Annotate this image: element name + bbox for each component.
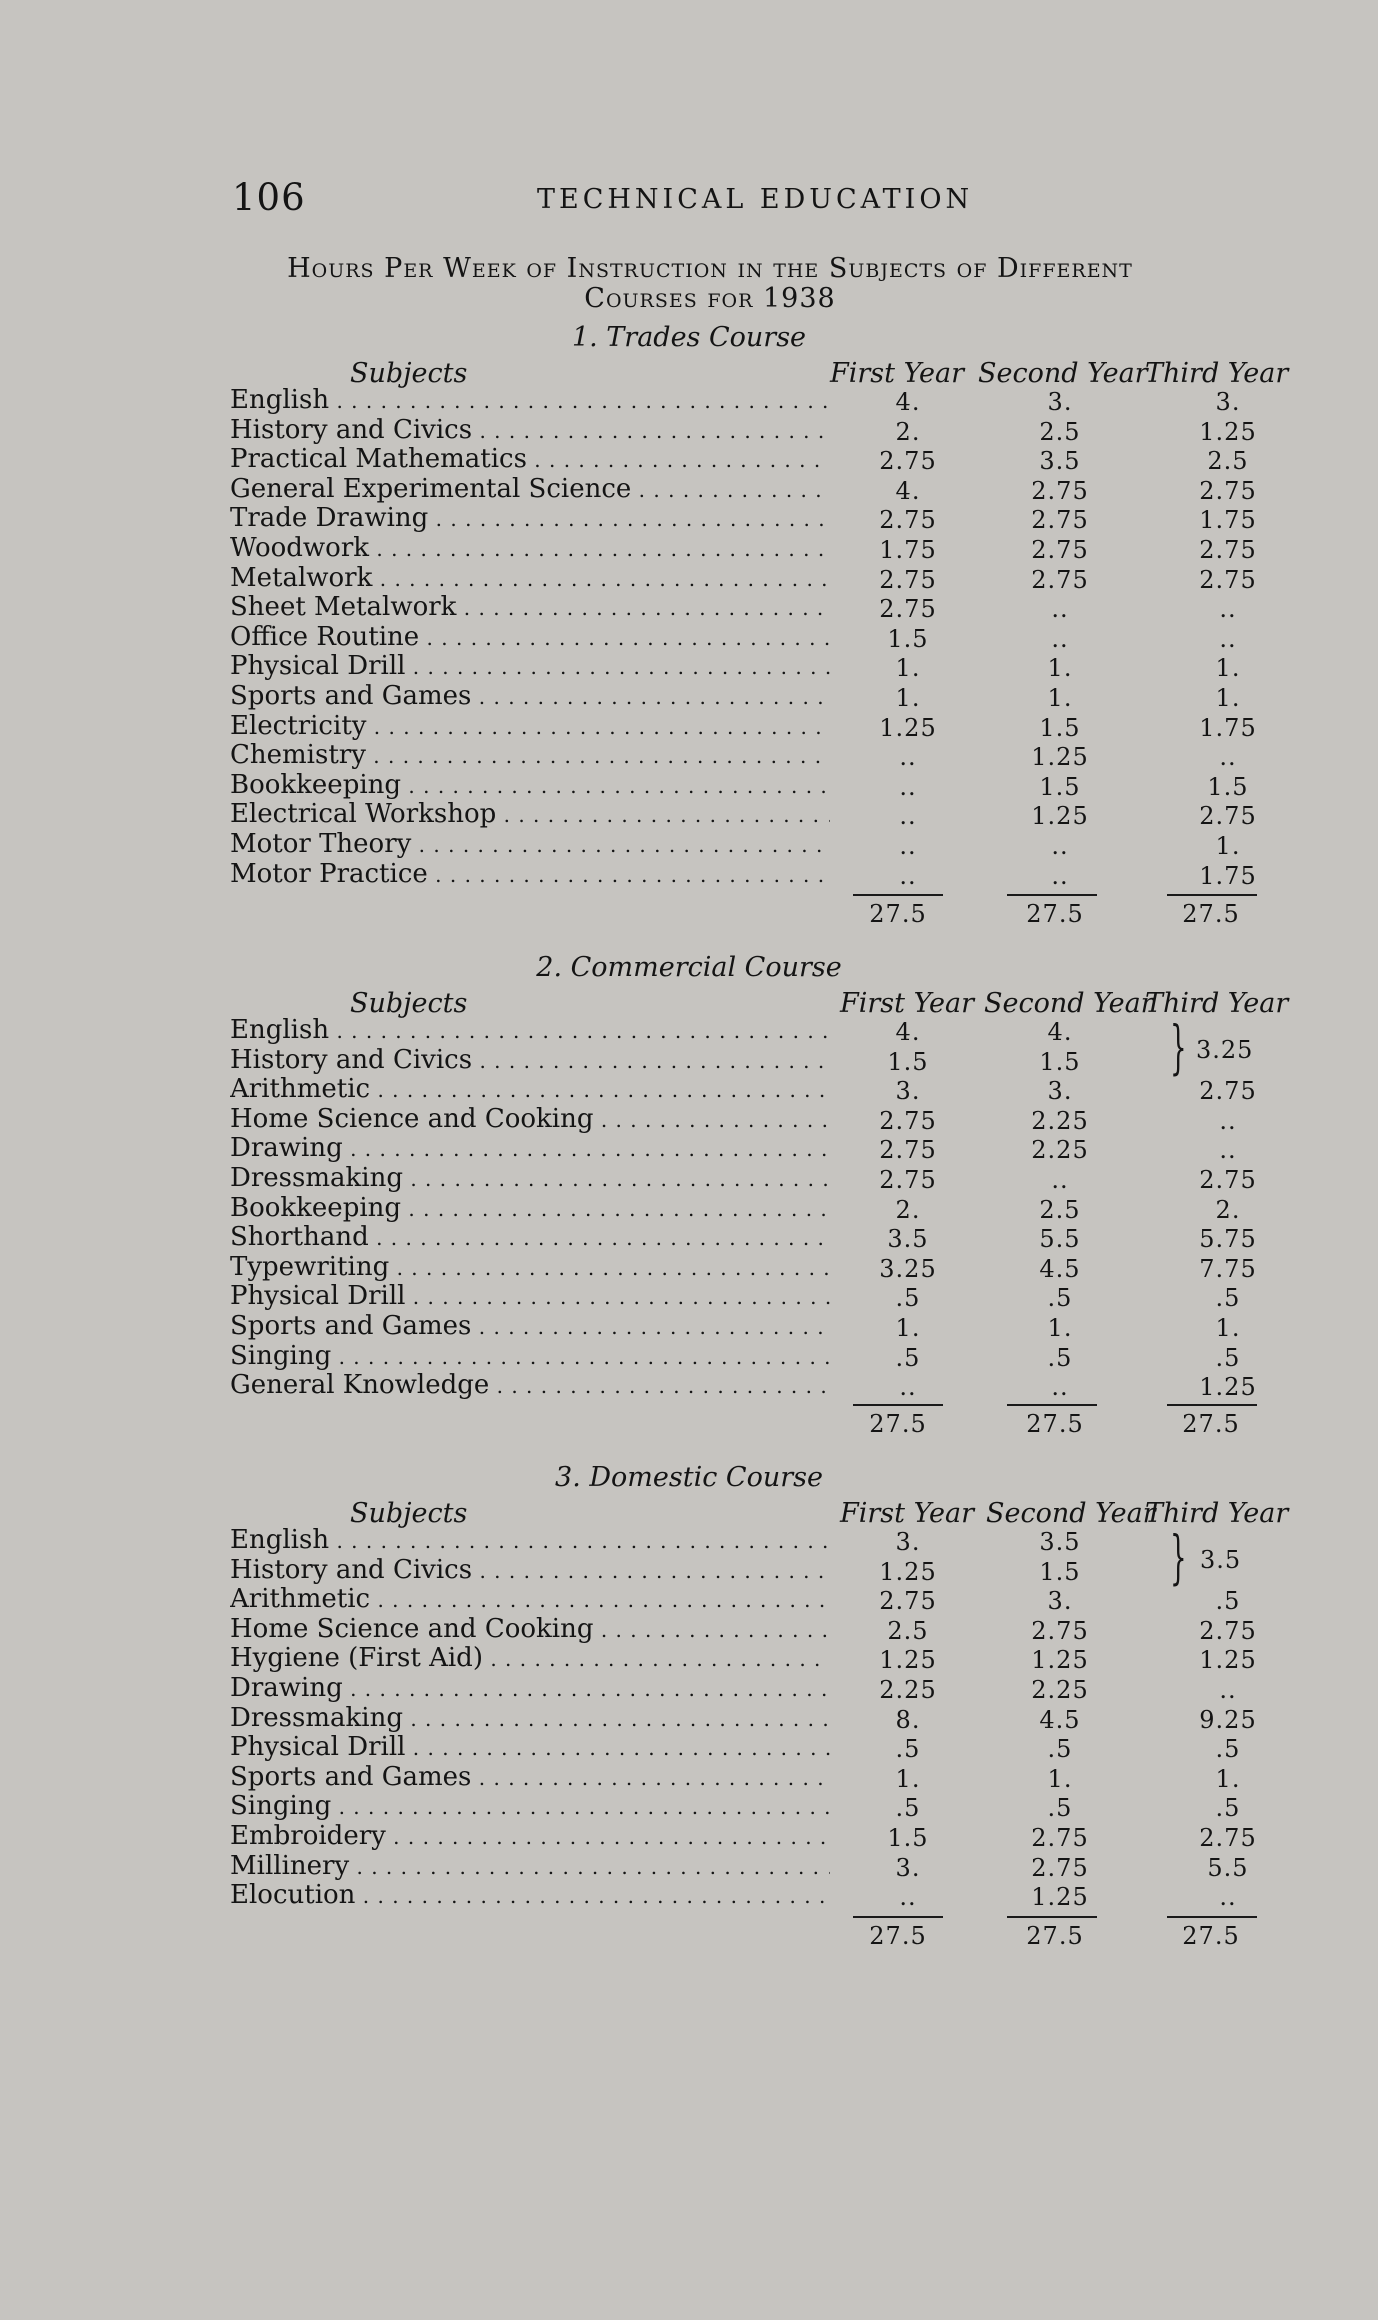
second-year-hours: 1.5 xyxy=(1039,713,1081,742)
first-year-hours: 2. xyxy=(895,1195,921,1224)
third-year-hours: 1.25 xyxy=(1199,417,1257,446)
subject-name: Sheet Metalwork . . . xyxy=(230,593,830,623)
table-row xyxy=(0,386,1378,416)
first-year-hours: 3. xyxy=(895,1853,921,1882)
second-year-hours: 2.75 xyxy=(1031,535,1089,564)
subject-name: Office Routine . . . xyxy=(230,623,830,653)
running-head xyxy=(0,176,1378,220)
subject-name: Physical Drill . . . xyxy=(230,1282,830,1312)
third-year-hours: 1.25 xyxy=(1199,1373,1257,1402)
first-year-hours: 2.75 xyxy=(879,447,937,476)
subject-name: Home Science and Cooking . . . xyxy=(230,1105,830,1135)
section-title: 2. Commercial Course xyxy=(536,952,842,983)
table-title-line-1: Hours Per Week of Instruction in the Subjects of Different xyxy=(287,253,1133,284)
total-first-year: 27.5 xyxy=(869,1410,927,1438)
table-row xyxy=(0,623,1378,653)
subject-name: Chemistry . . . xyxy=(230,741,830,771)
third-year-hours: 1.75 xyxy=(1199,713,1257,742)
table-row xyxy=(0,1704,1378,1734)
first-year-hours: 3. xyxy=(895,1528,921,1556)
subject-name: History and Civics . . . xyxy=(230,1556,830,1586)
third-year-hours: 2.75 xyxy=(1199,1616,1257,1645)
third-year-hours: .. xyxy=(1219,1106,1237,1135)
second-year-hours: 1.5 xyxy=(1039,1047,1081,1076)
second-year-hours: .. xyxy=(1051,861,1069,890)
subject-name: Arithmetic . . . xyxy=(230,1075,830,1105)
third-year-hours: .5 xyxy=(1215,1587,1241,1616)
brace: } xyxy=(1170,1013,1187,1081)
subjects-header: Subjects xyxy=(350,358,468,389)
brace-value: 3.25 xyxy=(1196,1036,1254,1064)
third-year-hours: .. xyxy=(1219,1883,1237,1912)
third-year-hours: 1. xyxy=(1215,1764,1241,1793)
table-row xyxy=(0,1371,1378,1401)
subject-name: Shorthand . . . xyxy=(230,1223,830,1253)
third-year-hours: .. xyxy=(1219,1675,1237,1704)
first-year-hours: 1.5 xyxy=(887,624,929,653)
third-year-hours: 2.75 xyxy=(1199,1165,1257,1194)
subject-name: Millinery . . . xyxy=(230,1852,830,1882)
second-year-hours: 2.75 xyxy=(1031,476,1089,505)
total-rule xyxy=(1167,894,1257,896)
third-year-hours: 1. xyxy=(1215,683,1241,712)
third-year-hours: 2.75 xyxy=(1199,1077,1257,1106)
second-year-hours: 4.5 xyxy=(1039,1254,1081,1283)
table-row xyxy=(0,534,1378,564)
subject-name: Physical Drill . . . xyxy=(230,1733,830,1763)
third-year-hours: 2.75 xyxy=(1199,476,1257,505)
second-year-hours: .5 xyxy=(1047,1794,1073,1823)
table-row xyxy=(0,741,1378,771)
table-row xyxy=(0,1312,1378,1342)
first-year-hours: 1. xyxy=(895,1313,921,1342)
subject-name: Electricity . . . xyxy=(230,712,830,742)
table-row xyxy=(0,800,1378,830)
third-year-hours: .5 xyxy=(1215,1794,1241,1823)
table-row xyxy=(0,445,1378,475)
subjects-header: Subjects xyxy=(350,1498,468,1529)
total-rule xyxy=(853,1916,943,1918)
brace: } xyxy=(1170,1523,1187,1591)
second-year-hours: 3. xyxy=(1047,1077,1073,1106)
third-year-hours: .5 xyxy=(1215,1343,1241,1372)
second-year-hours: 2.75 xyxy=(1031,1616,1089,1645)
table-row xyxy=(0,1164,1378,1194)
second-year-hours: 1.25 xyxy=(1031,743,1089,772)
first-year-hours: 1.5 xyxy=(887,1047,929,1076)
subject-name: English . . . xyxy=(230,386,830,416)
third-year-hours: 1. xyxy=(1215,1313,1241,1342)
total-third-year: 27.5 xyxy=(1182,900,1240,928)
first-year-hours: .5 xyxy=(895,1343,921,1372)
third-year-header: Third Year xyxy=(1145,1498,1289,1529)
second-year-hours: 2.75 xyxy=(1031,1823,1089,1852)
subject-name: Bookkeeping . . . xyxy=(230,771,830,801)
total-second-year: 27.5 xyxy=(1026,900,1084,928)
second-year-hours: 2.75 xyxy=(1031,506,1089,535)
subject-name: Dressmaking . . . xyxy=(230,1704,830,1734)
second-year-header: Second Year xyxy=(978,358,1148,389)
subject-name: Elocution . . . xyxy=(230,1881,830,1911)
second-year-header: Second Year xyxy=(984,988,1154,1019)
table-row xyxy=(0,1881,1378,1911)
subject-name: Home Science and Cooking . . . xyxy=(230,1615,830,1645)
section-title: 3. Domestic Course xyxy=(555,1462,823,1493)
table-row xyxy=(0,830,1378,860)
second-year-hours: 5.5 xyxy=(1039,1225,1081,1254)
second-year-hours: 1.25 xyxy=(1031,802,1089,831)
first-year-hours: 4. xyxy=(895,476,921,505)
subject-name: Typewriting . . . xyxy=(230,1253,830,1283)
subjects-header: Subjects xyxy=(350,988,468,1019)
subject-name: Embroidery . . . xyxy=(230,1822,830,1852)
third-year-hours: .. xyxy=(1219,743,1237,772)
subject-name: Sports and Games . . . xyxy=(230,682,830,712)
second-year-hours: 2.25 xyxy=(1031,1136,1089,1165)
subject-name: Trade Drawing . . . xyxy=(230,504,830,534)
second-year-hours: .5 xyxy=(1047,1284,1073,1313)
first-year-hours: 2.5 xyxy=(887,1616,929,1645)
second-year-hours: .. xyxy=(1051,831,1069,860)
third-year-hours: 1.25 xyxy=(1199,1646,1257,1675)
first-year-hours: 1. xyxy=(895,683,921,712)
third-year-hours: 5.75 xyxy=(1199,1225,1257,1254)
first-year-hours: 1.25 xyxy=(879,1646,937,1675)
first-year-hours: .. xyxy=(899,1373,917,1402)
third-year-hours: 1.75 xyxy=(1199,861,1257,890)
first-year-hours: .. xyxy=(899,743,917,772)
subject-name: Bookkeeping . . . xyxy=(230,1194,830,1224)
second-year-hours: .. xyxy=(1051,1165,1069,1194)
subject-name: English . . . xyxy=(230,1016,830,1046)
third-year-hours: 2.75 xyxy=(1199,565,1257,594)
third-year-hours: 5.5 xyxy=(1207,1853,1249,1882)
total-second-year: 27.5 xyxy=(1026,1922,1084,1950)
first-year-header: First Year xyxy=(840,1498,975,1529)
section-title: 1. Trades Course xyxy=(571,322,807,353)
table-row xyxy=(0,771,1378,801)
total-rule xyxy=(1007,1916,1097,1918)
third-year-hours: 1.5 xyxy=(1207,772,1249,801)
first-year-hours: .5 xyxy=(895,1735,921,1764)
third-year-hours: 2. xyxy=(1215,1195,1241,1224)
table-row xyxy=(0,682,1378,712)
first-year-hours: 3. xyxy=(895,1077,921,1106)
table-row xyxy=(0,1282,1378,1312)
first-year-header: First Year xyxy=(840,988,975,1019)
table-row xyxy=(0,1792,1378,1822)
first-year-hours: .. xyxy=(899,802,917,831)
subject-name: General Knowledge . . . xyxy=(230,1371,830,1401)
subject-name: Arithmetic . . . xyxy=(230,1585,830,1615)
table-row xyxy=(0,504,1378,534)
second-year-hours: 1.5 xyxy=(1039,772,1081,801)
total-rule xyxy=(1007,894,1097,896)
page-number: 106 xyxy=(232,176,306,219)
table-row xyxy=(0,593,1378,623)
table-row xyxy=(0,1134,1378,1164)
running-title: TECHNICAL EDUCATION xyxy=(537,184,974,215)
table-title-line-2: Courses for 1938 xyxy=(584,283,836,314)
third-year-hours: 1.75 xyxy=(1199,506,1257,535)
total-rule xyxy=(1167,1916,1257,1918)
total-rule xyxy=(1167,1404,1257,1406)
third-year-hours: 7.75 xyxy=(1199,1254,1257,1283)
first-year-hours: 2.75 xyxy=(879,506,937,535)
second-year-hours: 4. xyxy=(1047,1018,1073,1046)
subject-name: Hygiene (First Aid) . . . xyxy=(230,1644,830,1674)
second-year-hours: 2.25 xyxy=(1031,1675,1089,1704)
subject-name: Dressmaking . . . xyxy=(230,1164,830,1194)
first-year-hours: 3.5 xyxy=(887,1225,929,1254)
table-row xyxy=(0,1852,1378,1882)
first-year-hours: .. xyxy=(899,831,917,860)
second-year-header: Second Year xyxy=(986,1498,1156,1529)
first-year-hours: 1.75 xyxy=(879,535,937,564)
subject-name: Sports and Games . . . xyxy=(230,1763,830,1793)
subject-name: Singing . . . xyxy=(230,1792,830,1822)
third-year-hours: 1. xyxy=(1215,831,1241,860)
total-rule xyxy=(853,894,943,896)
second-year-hours: 2.25 xyxy=(1031,1106,1089,1135)
subject-name: Woodwork . . . xyxy=(230,534,830,564)
subject-name: Electrical Workshop . . . xyxy=(230,800,830,830)
subject-name: Drawing . . . xyxy=(230,1134,830,1164)
table-row xyxy=(0,1342,1378,1372)
third-year-hours: 1. xyxy=(1215,654,1241,683)
total-second-year: 27.5 xyxy=(1026,1410,1084,1438)
second-year-hours: .5 xyxy=(1047,1343,1073,1372)
table-row xyxy=(0,652,1378,682)
table-row xyxy=(0,1194,1378,1224)
subject-name: Motor Theory . . . xyxy=(230,830,830,860)
second-year-hours: 3. xyxy=(1047,1587,1073,1616)
subject-name: English . . . xyxy=(230,1526,830,1556)
subject-name: History and Civics . . . xyxy=(230,416,830,446)
total-rule xyxy=(1007,1404,1097,1406)
total-rule xyxy=(853,1404,943,1406)
subject-name: Physical Drill . . . xyxy=(230,652,830,682)
first-year-hours: .5 xyxy=(895,1284,921,1313)
first-year-hours: 2.75 xyxy=(879,1587,937,1616)
second-year-hours: .. xyxy=(1051,595,1069,624)
second-year-hours: 2.75 xyxy=(1031,1853,1089,1882)
third-year-hours: 2.75 xyxy=(1199,535,1257,564)
second-year-hours: 1. xyxy=(1047,683,1073,712)
subject-name: Drawing . . . xyxy=(230,1674,830,1704)
table-title xyxy=(230,254,1190,314)
table-row xyxy=(0,712,1378,742)
table-row xyxy=(0,860,1378,890)
first-year-hours: 2.75 xyxy=(879,595,937,624)
table-row xyxy=(0,1822,1378,1852)
first-year-hours: 2.25 xyxy=(879,1675,937,1704)
second-year-hours: 3.5 xyxy=(1039,1528,1081,1556)
second-year-hours: 3.5 xyxy=(1039,447,1081,476)
first-year-hours: .. xyxy=(899,861,917,890)
third-year-hours: .. xyxy=(1219,1136,1237,1165)
subject-name: History and Civics . . . xyxy=(230,1046,830,1076)
third-year-hours: 2.75 xyxy=(1199,1823,1257,1852)
first-year-hours: 4. xyxy=(895,1018,921,1046)
first-year-hours: 2.75 xyxy=(879,565,937,594)
second-year-hours: 1.5 xyxy=(1039,1557,1081,1586)
third-year-hours: .. xyxy=(1219,624,1237,653)
table-row xyxy=(0,1223,1378,1253)
table-row xyxy=(0,1733,1378,1763)
first-year-hours: 2. xyxy=(895,417,921,446)
subject-name: Sports and Games . . . xyxy=(230,1312,830,1342)
second-year-hours: 3. xyxy=(1047,388,1073,416)
second-year-hours: .5 xyxy=(1047,1735,1073,1764)
total-third-year: 27.5 xyxy=(1182,1922,1240,1950)
table-row xyxy=(0,475,1378,505)
first-year-hours: 1.25 xyxy=(879,713,937,742)
table-row xyxy=(0,1674,1378,1704)
subject-name: Singing . . . xyxy=(230,1342,830,1372)
second-year-hours: 1. xyxy=(1047,654,1073,683)
first-year-hours: .. xyxy=(899,1883,917,1912)
third-year-hours: .. xyxy=(1219,595,1237,624)
first-year-header: First Year xyxy=(830,358,965,389)
table-row xyxy=(0,1644,1378,1674)
second-year-hours: .. xyxy=(1051,1373,1069,1402)
brace-value: 3.5 xyxy=(1200,1546,1242,1574)
second-year-hours: 1.25 xyxy=(1031,1646,1089,1675)
second-year-hours: 2.5 xyxy=(1039,417,1081,446)
first-year-hours: 1.25 xyxy=(879,1557,937,1586)
table-row xyxy=(0,1253,1378,1283)
second-year-hours: .. xyxy=(1051,624,1069,653)
first-year-hours: 1. xyxy=(895,1764,921,1793)
first-year-hours: 2.75 xyxy=(879,1165,937,1194)
first-year-hours: .5 xyxy=(895,1794,921,1823)
second-year-hours: 2.75 xyxy=(1031,565,1089,594)
table-row xyxy=(0,416,1378,446)
table-row xyxy=(0,1615,1378,1645)
table-row xyxy=(0,1105,1378,1135)
table-row xyxy=(0,564,1378,594)
first-year-hours: 4. xyxy=(895,388,921,416)
first-year-hours: .. xyxy=(899,772,917,801)
third-year-hours: 2.5 xyxy=(1207,447,1249,476)
first-year-hours: 1.5 xyxy=(887,1823,929,1852)
third-year-hours: 9.25 xyxy=(1199,1705,1257,1734)
first-year-hours: 2.75 xyxy=(879,1136,937,1165)
first-year-hours: 1. xyxy=(895,654,921,683)
total-first-year: 27.5 xyxy=(869,1922,927,1950)
subject-name: Metalwork . . . xyxy=(230,564,830,594)
third-year-hours: 3. xyxy=(1215,388,1241,416)
first-year-hours: 2.75 xyxy=(879,1106,937,1135)
second-year-hours: 4.5 xyxy=(1039,1705,1081,1734)
third-year-hours: 2.75 xyxy=(1199,802,1257,831)
third-year-header: Third Year xyxy=(1145,358,1289,389)
third-year-hours: .5 xyxy=(1215,1284,1241,1313)
third-year-header: Third Year xyxy=(1145,988,1289,1019)
subject-name: Practical Mathematics . . . xyxy=(230,445,830,475)
second-year-hours: 2.5 xyxy=(1039,1195,1081,1224)
second-year-hours: 1. xyxy=(1047,1313,1073,1342)
table-body xyxy=(0,386,1378,889)
subject-name: Motor Practice . . . xyxy=(230,860,830,890)
second-year-hours: 1. xyxy=(1047,1764,1073,1793)
total-third-year: 27.5 xyxy=(1182,1410,1240,1438)
third-year-hours: .5 xyxy=(1215,1735,1241,1764)
first-year-hours: 3.25 xyxy=(879,1254,937,1283)
first-year-hours: 8. xyxy=(895,1705,921,1734)
table-row xyxy=(0,1763,1378,1793)
total-first-year: 27.5 xyxy=(869,900,927,928)
second-year-hours: 1.25 xyxy=(1031,1883,1089,1912)
subject-name: General Experimental Science . . . xyxy=(230,475,830,505)
